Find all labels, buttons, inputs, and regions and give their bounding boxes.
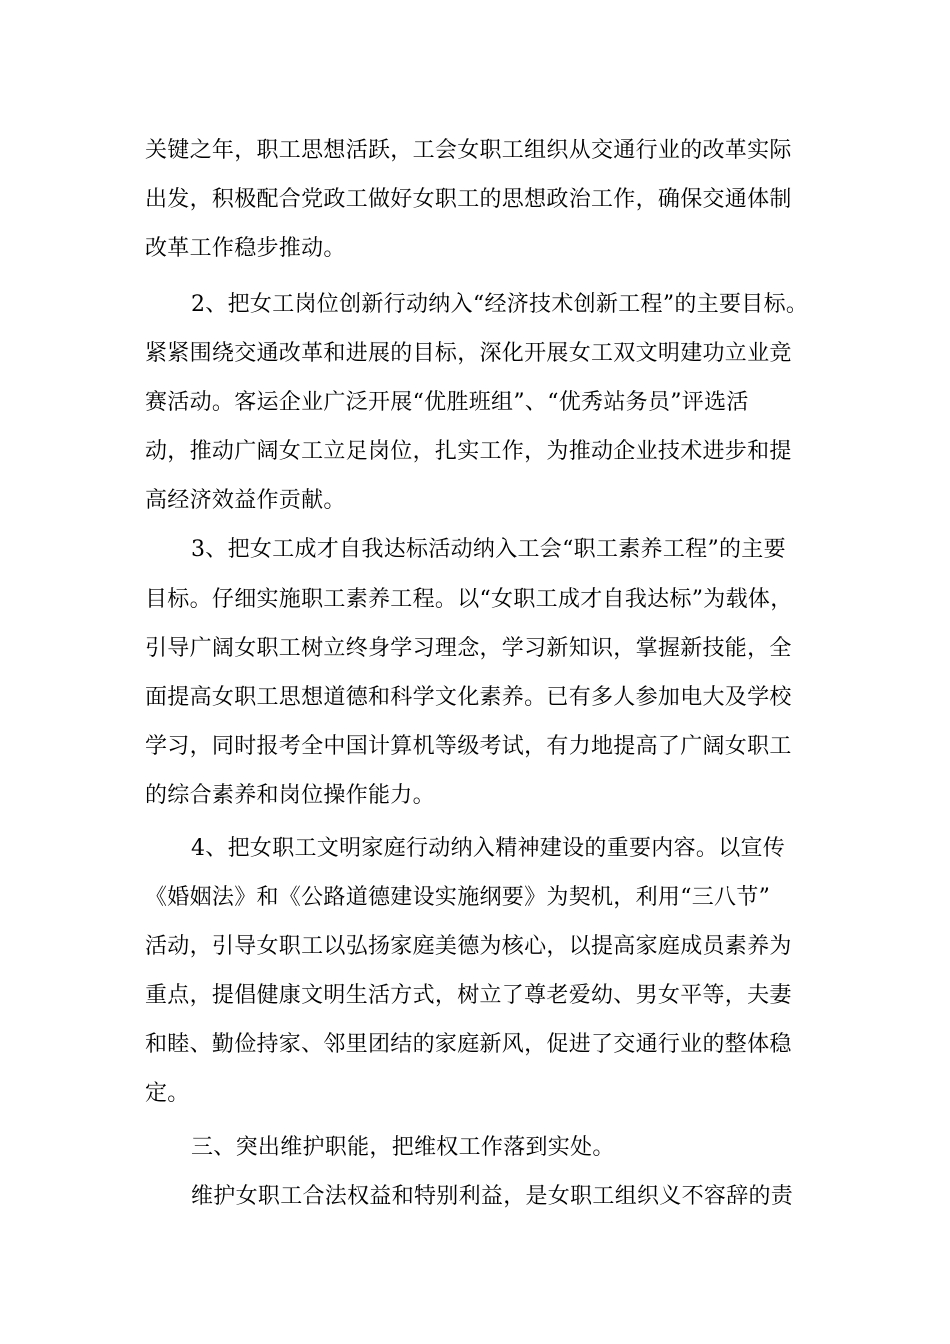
text-line: 定。 [145,1081,190,1106]
text-line: 引导广阔女职工树立终身学习理念，学习新知识，掌握新技能，全 [145,636,792,661]
text-line: 出发，积极配合党政工做好女职工的思想政治工作，确保交通体制 [145,187,792,212]
text-line: 高经济效益作贡献。 [145,488,346,513]
text-line: 活动，引导女职工以弘扬家庭美德为核心，以提高家庭成员素养为 [145,934,792,959]
text-line: 动，推动广阔女工立足岗位，扎实工作，为推动企业技术进步和提 [145,439,792,464]
text-line: 2、把女工岗位创新行动纳入“经济技术创新工程”的主要目标。 [191,292,809,317]
section-heading: 三、突出维护职能，把维权工作落到实处。 [191,1135,615,1160]
text-line: 维护女职工合法权益和特别利益，是女职工组织义不容辞的责 [191,1184,794,1209]
text-line: 学习，同时报考全中国计算机等级考试，有力地提高了广阔女职工 [145,734,792,759]
text-line: 赛活动。客运企业广泛开展“优胜班组”、“优秀站务员”评选活 [145,390,749,415]
text-line: 目标。仔细实施职工素养工程。以“女职工成才自我达标”为载体， [145,587,793,612]
text-line: 面提高女职工思想道德和科学文化素养。已有多人参加电大及学校 [145,685,792,710]
text-line: 关键之年，职工思想活跃，工会女职工组织从交通行业的改革实际 [145,138,792,163]
text-line: 紧紧围绕交通改革和进展的目标，深化开展女工双文明建功立业竞 [145,341,792,366]
text-line: 重点，提倡健康文明生活方式，树立了尊老爱幼、男女平等，夫妻 [145,983,792,1008]
text-line: 的综合素养和岗位操作能力。 [145,783,435,808]
text-line: 《婚姻法》和《公路道德建设实施纲要》为契机，利用“三八节” [145,885,771,910]
text-line: 和睦、勤俭持家、邻里团结的家庭新风，促进了交通行业的整体稳 [145,1032,792,1057]
text-line: 3、把女工成才自我达标活动纳入工会“职工素养工程”的主要 [191,537,786,562]
text-line: 4、把女职工文明家庭行动纳入精神建设的重要内容。以宣传 [191,836,786,861]
text-line: 改革工作稳步推动。 [145,236,346,261]
